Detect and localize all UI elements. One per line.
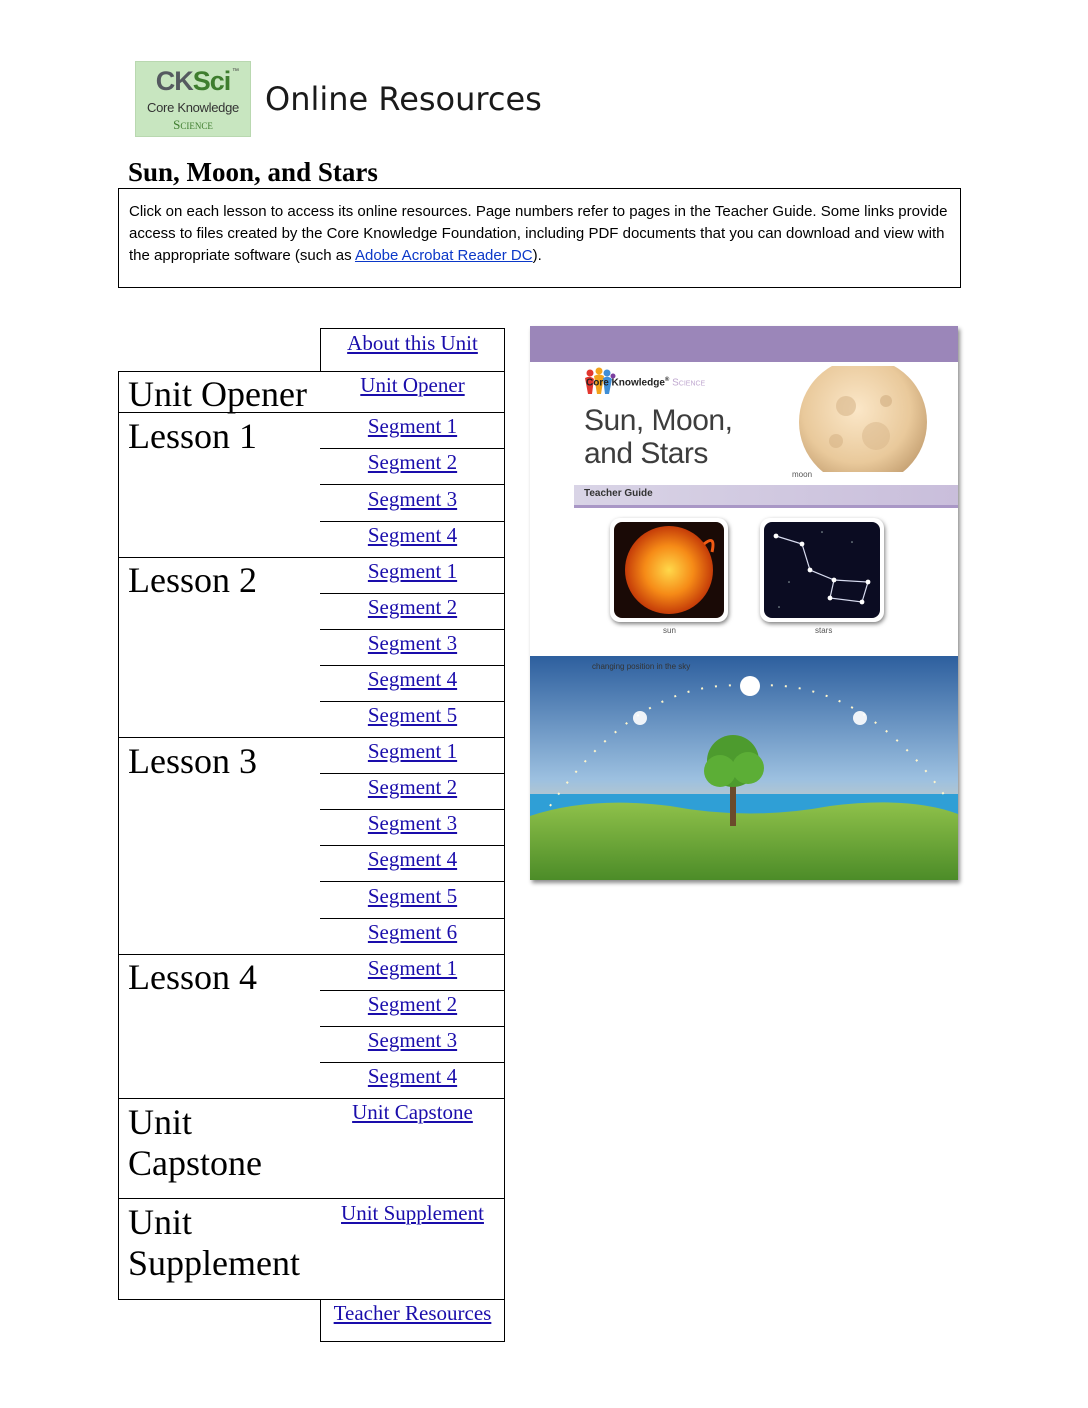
unit-capstone-label-line1: Unit (128, 1102, 193, 1142)
sun-image (614, 522, 724, 618)
about-this-unit-link[interactable]: About this Unit (347, 331, 478, 355)
moon-image (796, 366, 930, 472)
cover-title-line1: Sun, Moon, (584, 404, 733, 437)
unit-supplement-link[interactable]: Unit Supplement (341, 1201, 484, 1225)
lesson-4-label: Lesson 4 (128, 957, 257, 997)
cover-title-line2: and Stars (584, 437, 708, 470)
intro-text-end: ). (532, 247, 542, 264)
row-line (118, 1198, 505, 1199)
unit-capstone-label (128, 1102, 262, 1184)
unit-opener-link[interactable]: Unit Opener (360, 373, 465, 397)
logo-ck-text: CK (155, 66, 193, 96)
lesson-4-segment-2-link[interactable]: Segment 2 (367, 992, 458, 1016)
lesson-2-segment-1-link[interactable]: Segment 1 (367, 559, 458, 583)
lesson-2-segment-3-link[interactable]: Segment 3 (367, 631, 458, 655)
sky-label: changing position in the sky (592, 662, 691, 671)
sky-landscape-image (530, 656, 958, 880)
cover-brand-registered: ® (664, 377, 670, 383)
unit-opener-label: Unit Opener (128, 374, 307, 414)
lesson-2-segment-4-link[interactable]: Segment 4 (367, 667, 458, 691)
segment-line (320, 701, 505, 702)
adobe-reader-link[interactable]: Adobe Acrobat Reader DC (354, 247, 533, 264)
cover-brand-science: Science (672, 377, 706, 389)
lesson-1-label: Lesson 1 (128, 416, 257, 456)
row-line (320, 1341, 505, 1342)
lesson-3-segment-3-link[interactable]: Segment 3 (367, 811, 458, 835)
lesson-3-label: Lesson 3 (128, 741, 257, 781)
intro-text: Click on each lesson to access its online resources. Page numbers refer to pages in the Teacher Guide. Some links provide access to files created by the Core Knowledge Foundation, including PDF documents that you can download and view with the appropriate software (such as (129, 203, 948, 264)
stars-label: stars (815, 626, 833, 635)
segment-line (320, 629, 505, 630)
ckscience-logo (135, 61, 251, 137)
logo-core-knowledge-text: Core Knowledge (147, 100, 239, 115)
logo-science-text: Science (173, 117, 213, 132)
moon-label: moon (792, 470, 813, 479)
segment-line (320, 773, 505, 774)
segment-line (320, 1026, 505, 1027)
segment-line (320, 484, 505, 485)
stars-image (764, 522, 880, 618)
intro-box (118, 188, 961, 288)
lesson-4-segment-3-link[interactable]: Segment 3 (367, 1028, 458, 1052)
segment-line (320, 845, 505, 846)
segment-line (320, 448, 505, 449)
segment-line (320, 593, 505, 594)
segment-line (320, 881, 505, 882)
sun-label: sun (663, 626, 676, 635)
cover-brand (586, 377, 705, 388)
row-line (118, 954, 505, 955)
lesson-2-segment-5-link[interactable]: Segment 5 (367, 703, 458, 727)
lesson-1-segment-1-link[interactable]: Segment 1 (367, 414, 458, 438)
unit-supplement-label-line1: Unit (128, 1202, 193, 1242)
lesson-3-segment-2-link[interactable]: Segment 2 (367, 775, 458, 799)
unit-supplement-label-line2: Supplement (128, 1243, 300, 1283)
lesson-3-segment-1-link[interactable]: Segment 1 (367, 739, 458, 763)
cover-top-band (530, 326, 958, 362)
logo-trademark: ™ (232, 68, 239, 75)
lesson-1-segment-4-link[interactable]: Segment 4 (367, 523, 458, 547)
row-line (118, 1098, 505, 1099)
table-right-border (504, 328, 505, 1342)
lesson-3-segment-5-link[interactable]: Segment 5 (367, 884, 458, 908)
logo-sci-text: Sci (192, 66, 231, 96)
unit-capstone-label-line2: Capstone (128, 1143, 262, 1183)
table-left-border (118, 371, 119, 1300)
segment-line (320, 665, 505, 666)
row-line (118, 557, 505, 558)
unit-supplement-label (128, 1202, 300, 1284)
lesson-2-label: Lesson 2 (128, 560, 257, 600)
row-line (118, 737, 505, 738)
teacher-guide-label: Teacher Guide (584, 488, 653, 499)
row-line (118, 371, 505, 372)
segment-line (320, 1062, 505, 1063)
sun-tile (610, 518, 728, 622)
lesson-3-segment-4-link[interactable]: Segment 4 (367, 847, 458, 871)
lesson-1-segment-3-link[interactable]: Segment 3 (367, 487, 458, 511)
segment-line (320, 918, 505, 919)
cover-title (584, 404, 732, 470)
row-line (320, 328, 505, 329)
unit-title: Sun, Moon, and Stars (128, 157, 378, 187)
lesson-4-segment-1-link[interactable]: Segment 1 (367, 956, 458, 980)
teacher-guide-cover-image (530, 326, 958, 880)
lesson-4-segment-4-link[interactable]: Segment 4 (367, 1064, 458, 1088)
cover-brand-name: Core Knowledge (586, 377, 665, 389)
page-header-title: Online Resources (265, 80, 542, 118)
segment-line (320, 521, 505, 522)
teacher-resources-link[interactable]: Teacher Resources (333, 1301, 492, 1325)
lesson-2-segment-2-link[interactable]: Segment 2 (367, 595, 458, 619)
lesson-3-segment-6-link[interactable]: Segment 6 (367, 920, 458, 944)
unit-capstone-link[interactable]: Unit Capstone (352, 1100, 473, 1124)
segment-line (320, 990, 505, 991)
row-line (118, 1299, 505, 1300)
lesson-1-segment-2-link[interactable]: Segment 2 (367, 450, 458, 474)
segment-line (320, 809, 505, 810)
stars-tile (760, 518, 884, 622)
